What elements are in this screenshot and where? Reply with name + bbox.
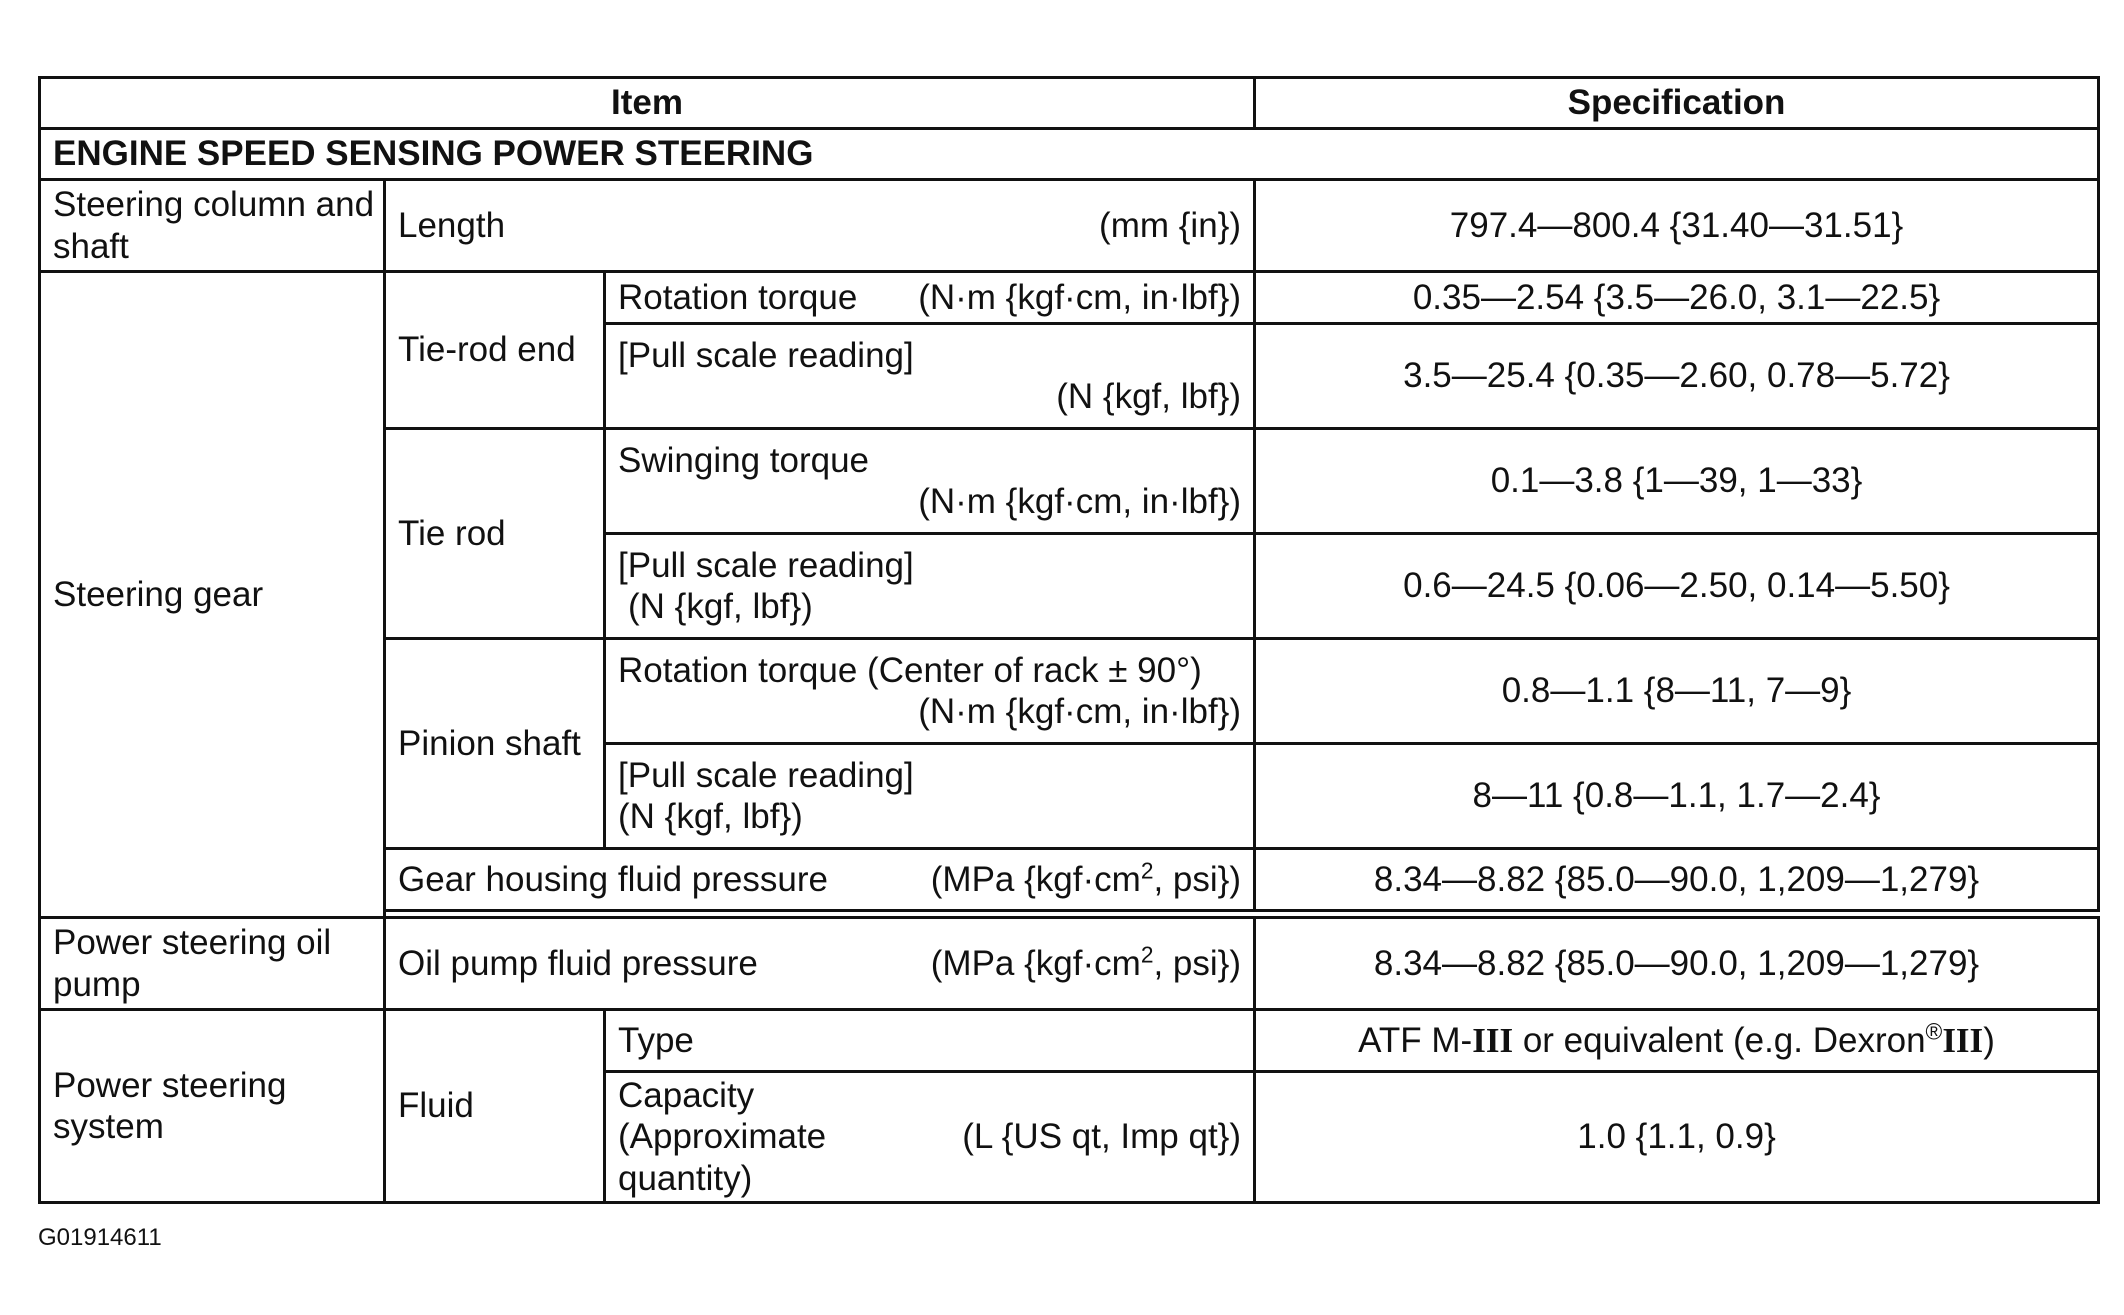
tie-rod-pull-cell — [605, 534, 1255, 639]
fluid-capacity-value: 1.0 {1.1, 0.9} — [1255, 1072, 2099, 1203]
fluid-type-label: Type — [618, 1020, 694, 1060]
length-value: 797.4—800.4 {31.40—31.51} — [1255, 180, 2099, 272]
steering-column-label: Steering column and shaft — [40, 180, 385, 272]
oil-pump-unit: (MPa {$kgf\cdot cm^2$, psi}) — [930, 941, 1242, 983]
pinion-rotation-label: Rotation torque (Center of rack ± 90°) — [618, 650, 1202, 690]
steering-gear-label: Steering gear — [40, 272, 385, 918]
tie-rod-pull-value: 0.6—24.5 {0.06—2.50, 0.14—5.50} — [1255, 534, 2099, 639]
tie-rod-pull-unit: (N {kgf, lbf}) — [628, 587, 813, 626]
tie-rod-end-rotation-value: 0.35—2.54 {3.5—26.0, 3.1—22.5} — [1255, 272, 2099, 324]
header-row — [40, 78, 2099, 129]
steering-column-sub — [385, 180, 1255, 272]
gear-housing-unit: (MPa {$kgf\cdot cm^2$, psi}) — [930, 857, 1242, 899]
fluid-capacity-cell — [605, 1072, 1255, 1203]
tie-rod-end-pull-unit: (N {kgf, lbf}) — [1056, 377, 1242, 416]
length-label: Length — [398, 205, 506, 245]
capacity-label-3: quantity) — [618, 1158, 753, 1198]
oil-pump-value: 8.34—8.82 {85.0—90.0, 1,209—1,279} — [1255, 918, 2099, 1010]
ps-system-label: Power steering system — [40, 1010, 385, 1203]
pinion-shaft-label: Pinion shaft — [385, 639, 605, 849]
tie-rod-swing-unit: (N·m {kgf·cm, in·lbf}) — [918, 482, 1242, 521]
fluid-label: Fluid — [385, 1010, 605, 1203]
tie-rod-pull-label: [Pull scale reading] — [618, 545, 914, 585]
pinion-pull-unit: (N {kgf, lbf}) — [618, 797, 803, 836]
pinion-rotation-value: 0.8—1.1 {8—11, 7—9} — [1255, 639, 2099, 744]
section-row — [40, 129, 2099, 180]
row-oil-pump — [40, 918, 2099, 1010]
tie-rod-swing-label: Swinging torque — [618, 440, 869, 480]
pinion-rotation-cell — [605, 639, 1255, 744]
row-tie-rod-end-rotation — [40, 272, 2099, 324]
oil-pump-sub: Oil pump fluid pressure — [398, 943, 758, 983]
tie-rod-end-pull-value: 3.5—25.4 {0.35—2.60, 0.78—5.72} — [1255, 324, 2099, 429]
capacity-label-block — [618, 1075, 826, 1199]
pinion-pull-value: 8—11 {0.8—1.1, 1.7—2.4} — [1255, 744, 2099, 849]
tie-rod-end-pull-cell — [605, 324, 1255, 429]
gear-housing-cell — [385, 849, 1255, 911]
tie-rod-swing-cell — [605, 429, 1255, 534]
header-specification: Specification — [1255, 78, 2099, 129]
capacity-label-1: Capacity — [618, 1076, 755, 1116]
pinion-pull-label: [Pull scale reading] — [618, 755, 914, 795]
tie-rod-end-label: Tie-rod end — [385, 272, 605, 429]
oil-pump-cell — [385, 918, 1255, 1010]
specification-table — [38, 76, 2100, 1204]
capacity-unit: (L {US qt, Imp qt}) — [962, 1117, 1242, 1157]
fluid-type-cell — [605, 1010, 1255, 1072]
pinion-pull-cell — [605, 744, 1255, 849]
length-unit: (mm {in}) — [1099, 205, 1242, 245]
figure-id: G01914611 — [38, 1224, 162, 1251]
gear-housing-value: 8.34—8.82 {85.0—90.0, 1,209—1,279} — [1255, 849, 2099, 911]
tie-rod-label: Tie rod — [385, 429, 605, 639]
tie-rod-end-rotation-unit: (N·m {kgf·cm, in·lbf}) — [918, 277, 1242, 317]
row-fluid-type — [40, 1010, 2099, 1072]
tie-rod-end-rotation-label: Rotation torque — [618, 277, 858, 317]
oil-pump-label: Power steering oil pump — [40, 918, 385, 1010]
capacity-label-2: (Approximate — [618, 1117, 827, 1157]
pinion-rotation-unit: (N·m {kgf·cm, in·lbf}) — [918, 692, 1242, 731]
tie-rod-swing-value: 0.1—3.8 {1—39, 1—33} — [1255, 429, 2099, 534]
fluid-type-value: ATF M-III or equivalent (e.g. Dexron®III) — [1255, 1010, 2099, 1072]
header-item: Item — [40, 78, 1255, 129]
section-title: ENGINE SPEED SENSING POWER STEERING — [40, 129, 2099, 180]
row-steering-column — [40, 180, 2099, 272]
gear-housing-label: Gear housing fluid pressure — [398, 859, 828, 899]
tie-rod-end-pull-label: [Pull scale reading] — [618, 335, 914, 375]
tie-rod-end-rotation-cell — [605, 272, 1255, 324]
